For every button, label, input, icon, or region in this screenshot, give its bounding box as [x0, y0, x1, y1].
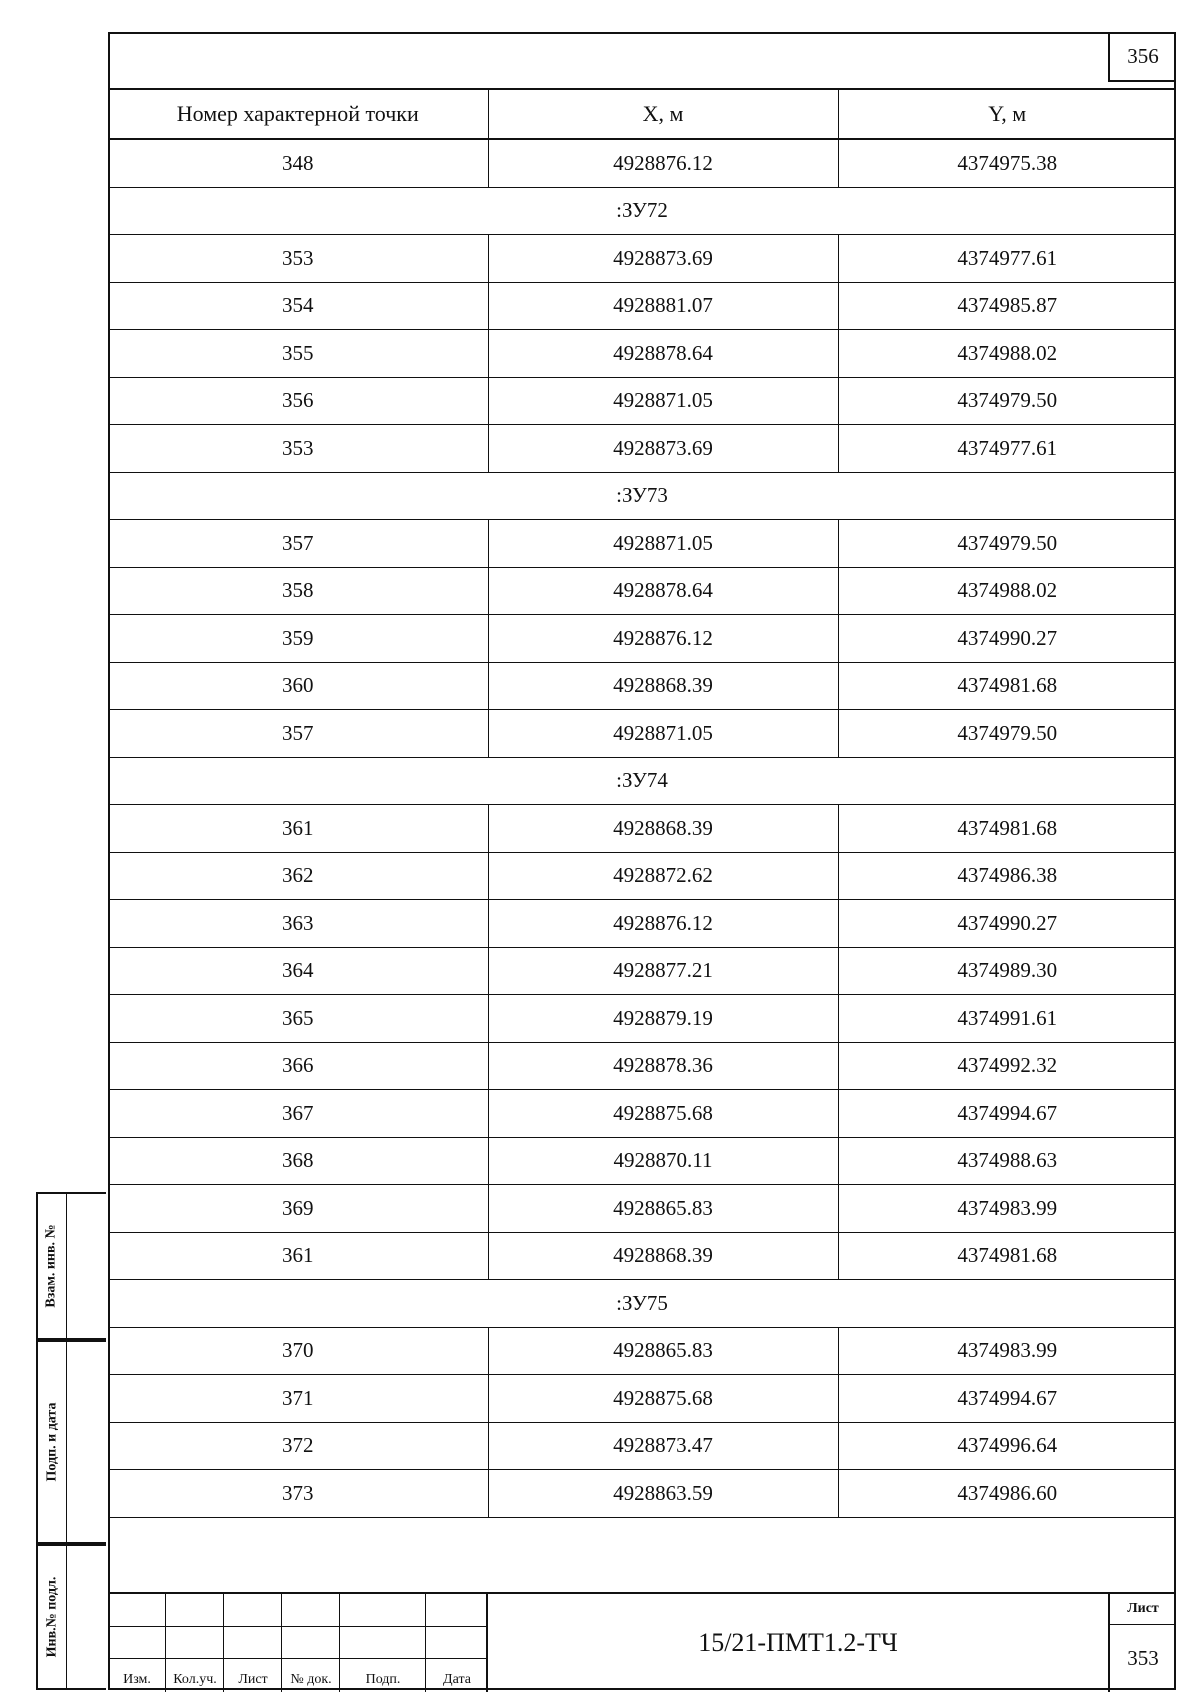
- table-row: [108, 852, 1176, 900]
- point-number-cell: 364: [108, 947, 488, 995]
- document-code: 15/21-ПМТ1.2-ТЧ: [698, 1628, 898, 1657]
- x-coordinate-cell: 4928879.19: [488, 995, 838, 1043]
- x-coordinate-cell: 4928876.12: [488, 139, 838, 187]
- x-coordinate-cell: 4928876.12: [488, 615, 838, 663]
- x-coordinate-cell: 4928873.69: [488, 425, 838, 473]
- point-number-cell: 363: [108, 900, 488, 948]
- table-row: [108, 710, 1176, 758]
- point-number-cell: 353: [108, 235, 488, 283]
- table-row: [108, 377, 1176, 425]
- stamp-podp-data: [36, 1340, 106, 1544]
- table-row: [108, 520, 1176, 568]
- y-coordinate-cell: 4374991.61: [838, 995, 1176, 1043]
- header-y: Y, м: [838, 89, 1176, 139]
- x-coordinate-cell: 4928865.83: [488, 1185, 838, 1233]
- section-label: :ЗУ75: [108, 1280, 1176, 1328]
- y-coordinate-cell: 4374979.50: [838, 377, 1176, 425]
- tb-col-kol: Кол.уч.: [173, 1672, 217, 1687]
- tb-col-podp: Подп.: [365, 1672, 401, 1687]
- point-number-cell: 355: [108, 330, 488, 378]
- section-row: [108, 1280, 1176, 1328]
- y-coordinate-cell: 4374977.61: [838, 425, 1176, 473]
- y-coordinate-cell: 4374990.27: [838, 900, 1176, 948]
- x-coordinate-cell: 4928877.21: [488, 947, 838, 995]
- table-row: [108, 1327, 1176, 1375]
- header-point-number: Номер характерной точки: [108, 89, 488, 139]
- x-coordinate-cell: 4928865.83: [488, 1327, 838, 1375]
- point-number-cell: 361: [108, 805, 488, 853]
- y-coordinate-cell: 4374981.68: [838, 662, 1176, 710]
- table-row: [108, 425, 1176, 473]
- y-coordinate-cell: 4374981.68: [838, 1232, 1176, 1280]
- point-number-cell: 369: [108, 1185, 488, 1233]
- sheet-box: [1108, 1594, 1176, 1692]
- x-coordinate-cell: 4928881.07: [488, 282, 838, 330]
- y-coordinate-cell: 4374981.68: [838, 805, 1176, 853]
- tb-col-data: Дата: [443, 1672, 471, 1687]
- point-number-cell: 357: [108, 710, 488, 758]
- stamp-vzam-label: Взам. инв. №: [44, 1224, 60, 1308]
- table-row: [108, 1137, 1176, 1185]
- point-number-cell: 348: [108, 139, 488, 187]
- y-coordinate-cell: 4374985.87: [838, 282, 1176, 330]
- x-coordinate-cell: 4928868.39: [488, 805, 838, 853]
- table-row: [108, 805, 1176, 853]
- x-coordinate-cell: 4928871.05: [488, 710, 838, 758]
- y-coordinate-cell: 4374994.67: [838, 1090, 1176, 1138]
- table-header-row: [108, 89, 1176, 139]
- table-row: [108, 1185, 1176, 1233]
- y-coordinate-cell: 4374975.38: [838, 139, 1176, 187]
- table-row: [108, 900, 1176, 948]
- table-row: [108, 567, 1176, 615]
- point-number-cell: 371: [108, 1375, 488, 1423]
- table-row: [108, 1232, 1176, 1280]
- sheet-label: Лист: [1110, 1594, 1176, 1625]
- x-coordinate-cell: 4928878.64: [488, 330, 838, 378]
- point-number-cell: 365: [108, 995, 488, 1043]
- section-row: [108, 472, 1176, 520]
- section-label: :ЗУ74: [108, 757, 1176, 805]
- section-row: [108, 757, 1176, 805]
- y-coordinate-cell: 4374990.27: [838, 615, 1176, 663]
- point-number-cell: 353: [108, 425, 488, 473]
- y-coordinate-cell: 4374988.63: [838, 1137, 1176, 1185]
- table-row: [108, 615, 1176, 663]
- table-row: [108, 1422, 1176, 1470]
- y-coordinate-cell: 4374988.02: [838, 330, 1176, 378]
- x-coordinate-cell: 4928871.05: [488, 377, 838, 425]
- x-coordinate-cell: 4928873.47: [488, 1422, 838, 1470]
- point-number-cell: 354: [108, 282, 488, 330]
- point-number-cell: 361: [108, 1232, 488, 1280]
- section-label: :ЗУ72: [108, 187, 1176, 235]
- y-coordinate-cell: 4374994.67: [838, 1375, 1176, 1423]
- table-row: [108, 1470, 1176, 1518]
- y-coordinate-cell: 4374986.38: [838, 852, 1176, 900]
- sheet-number: 353: [1127, 1645, 1159, 1670]
- y-coordinate-cell: 4374979.50: [838, 520, 1176, 568]
- y-coordinate-cell: 4374983.99: [838, 1327, 1176, 1375]
- point-number-cell: 366: [108, 1042, 488, 1090]
- table-row: [108, 662, 1176, 710]
- stamp-vzam-inv: [36, 1192, 106, 1340]
- x-coordinate-cell: 4928878.64: [488, 567, 838, 615]
- section-row: [108, 187, 1176, 235]
- x-coordinate-cell: 4928873.69: [488, 235, 838, 283]
- y-coordinate-cell: 4374992.32: [838, 1042, 1176, 1090]
- x-coordinate-cell: 4928870.11: [488, 1137, 838, 1185]
- table-row: [108, 330, 1176, 378]
- table-row: [108, 1042, 1176, 1090]
- x-coordinate-cell: 4928875.68: [488, 1090, 838, 1138]
- table-row: [108, 947, 1176, 995]
- y-coordinate-cell: 4374996.64: [838, 1422, 1176, 1470]
- x-coordinate-cell: 4928863.59: [488, 1470, 838, 1518]
- tb-col-list: Лист: [238, 1672, 268, 1687]
- table-row: [108, 1090, 1176, 1138]
- y-coordinate-cell: 4374979.50: [838, 710, 1176, 758]
- point-number-cell: 368: [108, 1137, 488, 1185]
- x-coordinate-cell: 4928876.12: [488, 900, 838, 948]
- stamp-podp-label: Подп. и дата: [44, 1402, 59, 1482]
- tb-col-doc: № док.: [290, 1672, 332, 1687]
- table-row: [108, 139, 1176, 187]
- x-coordinate-cell: 4928868.39: [488, 1232, 838, 1280]
- x-coordinate-cell: 4928872.62: [488, 852, 838, 900]
- title-block: [108, 1592, 1176, 1690]
- y-coordinate-cell: 4374988.02: [838, 567, 1176, 615]
- stamp-inv-label: Инв.№ подл.: [44, 1576, 59, 1658]
- top-page-number: 356: [1108, 32, 1176, 82]
- point-number-cell: 360: [108, 662, 488, 710]
- table-row: [108, 282, 1176, 330]
- table-row: [108, 235, 1176, 283]
- point-number-cell: 359: [108, 615, 488, 663]
- y-coordinate-cell: 4374986.60: [838, 1470, 1176, 1518]
- point-number-cell: 362: [108, 852, 488, 900]
- y-coordinate-cell: 4374977.61: [838, 235, 1176, 283]
- point-number-cell: 356: [108, 377, 488, 425]
- point-number-cell: 357: [108, 520, 488, 568]
- point-number-cell: 358: [108, 567, 488, 615]
- table-row: [108, 1375, 1176, 1423]
- point-number-cell: 370: [108, 1327, 488, 1375]
- y-coordinate-cell: 4374989.30: [838, 947, 1176, 995]
- point-number-cell: 373: [108, 1470, 488, 1518]
- table-row: [108, 995, 1176, 1043]
- x-coordinate-cell: 4928868.39: [488, 662, 838, 710]
- y-coordinate-cell: 4374983.99: [838, 1185, 1176, 1233]
- x-coordinate-cell: 4928878.36: [488, 1042, 838, 1090]
- tb-col-izm: Изм.: [123, 1672, 151, 1687]
- x-coordinate-cell: 4928875.68: [488, 1375, 838, 1423]
- coordinates-table: [108, 88, 1176, 1518]
- revision-grid: [108, 1594, 488, 1692]
- section-label: :ЗУ73: [108, 472, 1176, 520]
- stamp-inv-podl: [36, 1544, 106, 1690]
- x-coordinate-cell: 4928871.05: [488, 520, 838, 568]
- point-number-cell: 372: [108, 1422, 488, 1470]
- header-x: X, м: [488, 89, 838, 139]
- point-number-cell: 367: [108, 1090, 488, 1138]
